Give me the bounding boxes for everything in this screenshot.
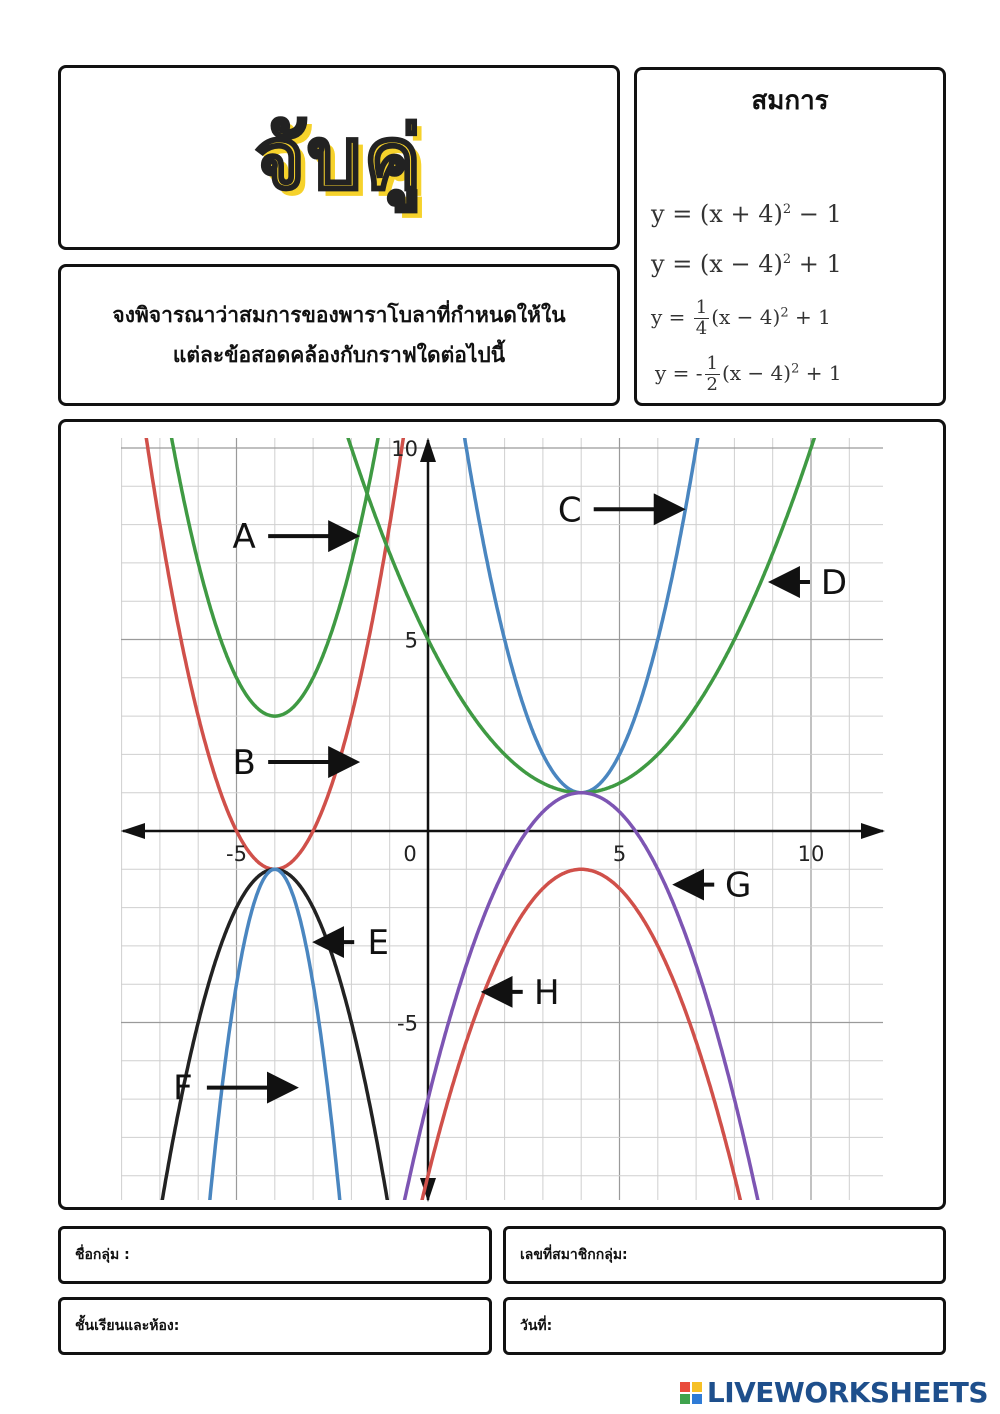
- equation-4-fraction: $\frac{1}{2}$: [706, 353, 718, 395]
- parabola-graph: [61, 422, 943, 1207]
- equation-2-base: y = (x − 4): [651, 250, 783, 278]
- equation-4-exponent: 2: [791, 361, 800, 377]
- equation-3-exponent: 2: [780, 305, 789, 321]
- instruction-line-1: จงพิจารณาว่าสมการของพาราโบลาที่กำหนดให้ใน: [112, 303, 566, 327]
- curve-label-E: E: [367, 923, 389, 964]
- equation-3-fraction: $\frac{1}{4}$: [695, 297, 708, 339]
- curve-label-F: F: [173, 1068, 193, 1109]
- equation-3[interactable]: [651, 298, 831, 339]
- equation-1-constant: − 1: [791, 200, 842, 228]
- equation-3-constant: + 1: [788, 305, 831, 329]
- equation-1-exponent: 2: [782, 202, 792, 217]
- equation-1-base: y = (x + 4): [651, 200, 783, 228]
- liveworksheets-logo-icon: [680, 1382, 702, 1404]
- member-number-label: เลขที่สมาชิกกลุ่ม:: [520, 1247, 628, 1263]
- curve-label-D: D: [820, 563, 848, 604]
- y-tick-label: -5: [397, 1011, 418, 1036]
- equation-3-base: (x − 4): [711, 305, 781, 329]
- curve-label-H: H: [533, 972, 560, 1013]
- curve-label-B: B: [232, 743, 256, 784]
- parabola-D: [238, 422, 887, 793]
- title-box: [58, 65, 620, 250]
- curve-label-A: A: [232, 517, 256, 558]
- instruction-line-2: แต่ละข้อสอดคล้องกับกราฟใดต่อไปนี้: [172, 343, 506, 367]
- date-label: วันที่:: [520, 1318, 553, 1334]
- graph-box: [58, 419, 946, 1210]
- x-axis-left-arrow-icon: [121, 823, 145, 839]
- group-name-label: ชื่อกลุ่ม :: [75, 1247, 130, 1263]
- equations-heading: สมการ: [751, 86, 829, 116]
- curve-label-G: G: [725, 865, 752, 906]
- equation-1[interactable]: [651, 200, 842, 228]
- equation-2-exponent: 2: [782, 252, 792, 267]
- instructions-box: [58, 264, 620, 406]
- y-tick-label: 10: [391, 437, 418, 461]
- equation-2[interactable]: [651, 250, 842, 278]
- parabola-E: [122, 869, 445, 1207]
- x-tick-label: 0: [403, 842, 417, 866]
- equations-box: [634, 67, 946, 406]
- x-tick-label: 5: [612, 842, 627, 866]
- worksheet-title: จับคู่: [254, 109, 424, 209]
- date-field[interactable]: [503, 1297, 946, 1355]
- equation-4-lhs: y = -: [655, 361, 703, 385]
- x-tick-label: 10: [797, 842, 825, 866]
- x-tick-label: -5: [226, 842, 247, 866]
- member-number-field[interactable]: [503, 1226, 946, 1284]
- liveworksheets-brand: [680, 1376, 988, 1409]
- group-name-field[interactable]: [58, 1226, 492, 1284]
- curve-label-C: C: [557, 490, 582, 531]
- y-tick-label: 5: [404, 628, 418, 653]
- class-room-label: ชั้นเรียนและห้อง:: [75, 1318, 180, 1334]
- equation-4-constant: + 1: [799, 361, 842, 385]
- equation-2-constant: + 1: [791, 250, 842, 278]
- equation-4-base: (x − 4): [721, 361, 792, 385]
- brand-text: LIVEWORKSHEETS: [706, 1376, 988, 1409]
- y-axis-top-arrow-icon: [420, 438, 436, 462]
- equation-4[interactable]: [655, 354, 842, 395]
- x-axis-right-arrow-icon: [861, 823, 885, 839]
- class-room-field[interactable]: [58, 1297, 492, 1355]
- equation-3-lhs: y =: [651, 305, 692, 329]
